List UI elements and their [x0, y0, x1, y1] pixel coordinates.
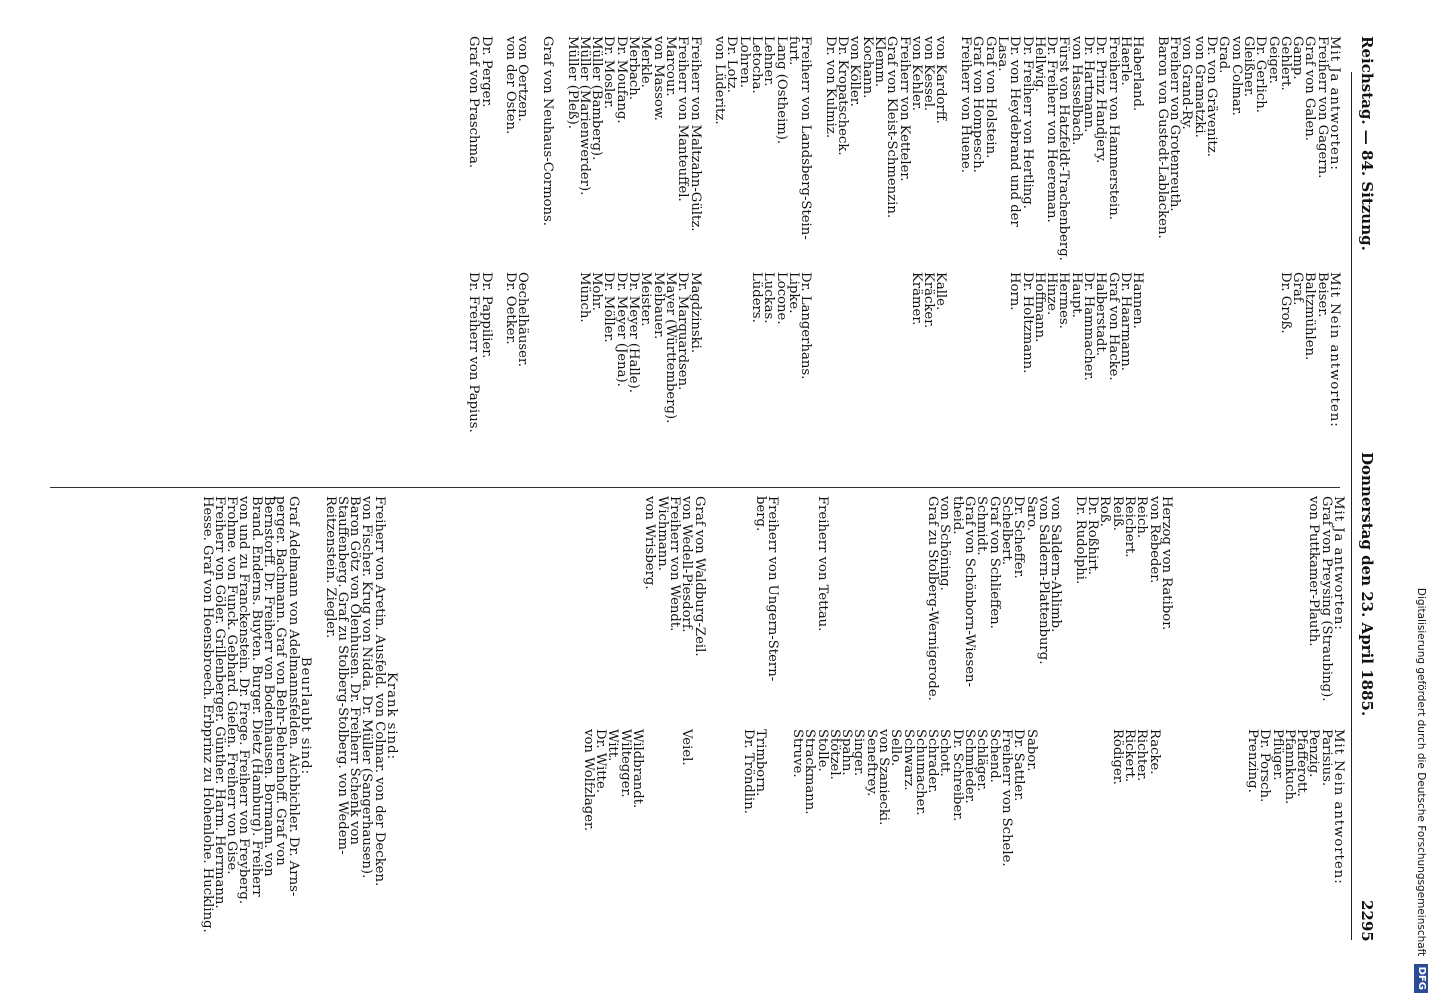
col1-heading: Mit Ja antworten:: [1327, 36, 1342, 171]
member-name: von Massow.: [650, 36, 666, 121]
absent-members: [200, 496, 397, 936]
member-name: [713, 272, 725, 433]
member-name: [1143, 36, 1155, 261]
member-name: von Lüderitz.: [712, 36, 728, 125]
member-name: Dr. Groß.: [1277, 272, 1293, 334]
member-name: [1283, 496, 1295, 701]
member-name: Graf von Galen.: [1302, 36, 1318, 141]
member-name: [1143, 272, 1155, 433]
member-name: Kochann.: [859, 36, 875, 99]
member-name: Dr. Prinz Handjery.: [1093, 36, 1109, 164]
member-name: [1073, 729, 1085, 885]
member-name: Merkle.: [638, 36, 654, 88]
member-name: theid.: [949, 496, 965, 535]
member-name: Dr. Holtzmann.: [1019, 272, 1035, 374]
member-name: [1172, 729, 1184, 885]
member-name: [541, 272, 553, 433]
member-name: von Colmar.: [1228, 36, 1244, 116]
member-name: [737, 272, 749, 433]
header-left: Reichstag. — 84. Sitzung.: [1358, 36, 1376, 251]
member-name: [803, 496, 815, 701]
col2-heading: Mit Nein antworten:: [1327, 272, 1342, 428]
member-name: Gamp.: [1290, 36, 1306, 80]
member-name: Wiltegger.: [617, 729, 633, 798]
member-name: Dr. Gerlich.: [1253, 36, 1269, 113]
member-name: Schläger.: [974, 729, 990, 792]
absent-line: Brand. Enderns. Buyten. Burger. Dietz (Hamburg). Freiherr: [248, 496, 264, 897]
member-name: [1061, 729, 1073, 885]
member-name: Wichmann.: [654, 496, 670, 571]
member-name: [1061, 496, 1073, 701]
member-name: Dr. Hartmann.: [1081, 36, 1097, 133]
column-nein-right: [569, 729, 1344, 885]
member-name: [947, 36, 959, 261]
member-name: [528, 36, 540, 261]
member-name: [1184, 729, 1196, 885]
member-name: [947, 272, 959, 433]
member-name: Dr. Meyer (Halle).: [626, 272, 642, 393]
member-name: Dr. Meyer (Jena).: [613, 272, 629, 387]
member-name: Dr. Kropatscheck.: [835, 36, 851, 156]
member-name: von Wolfzlager.: [580, 729, 596, 832]
member-name: [889, 496, 901, 701]
member-name: Graf von Praschma.: [466, 36, 482, 169]
member-name: Graf von Schlieffen.: [986, 496, 1002, 629]
member-name: Schmieder.: [962, 729, 978, 804]
member-name: Stolle.: [814, 729, 830, 772]
column-ja-left: [467, 36, 1340, 261]
member-name: Reichert.: [1121, 496, 1137, 558]
member-name: von Wedell-Piesdorf.: [679, 496, 695, 633]
member-name: Freiherr von Maltzahn-Gültz.: [687, 36, 703, 232]
member-name: [996, 272, 1008, 433]
member-name: Geiger.: [1265, 36, 1281, 84]
member-name: Dr. Marquardsen.: [675, 272, 691, 391]
member-name: von Saldern-Plattenburg.: [1035, 496, 1051, 665]
member-name: [631, 496, 643, 701]
member-name: [741, 496, 753, 701]
member-name: Veiel.: [679, 729, 695, 766]
member-name: Dr. Schreiber.: [949, 729, 965, 822]
member-name: Herzog von Ratibor.: [1158, 496, 1174, 631]
member-name: von Rebeder.: [1146, 496, 1162, 584]
member-name: Graf von Hacke.: [1105, 272, 1121, 381]
member-name: Dr. Möller.: [601, 272, 617, 343]
member-name: [1168, 272, 1180, 433]
member-name: Graf von Hompesch.: [970, 36, 986, 173]
member-name: [1086, 729, 1098, 885]
member-name: von Gramatzki.: [1191, 36, 1207, 138]
member-name: Dr. von Heydebrand und der: [1007, 36, 1023, 227]
member-name: [1254, 272, 1266, 433]
member-name: Schott.: [937, 729, 953, 777]
member-name: [729, 496, 741, 701]
member-name: [729, 729, 741, 885]
member-name: Parisius.: [1318, 729, 1334, 787]
member-name: Singer.: [851, 729, 867, 777]
member-name: Dr. Hammacher.: [1081, 272, 1097, 381]
member-name: Locone.: [773, 272, 789, 325]
member-name: [1242, 272, 1254, 433]
member-name: [1270, 496, 1282, 701]
member-name: [717, 729, 729, 885]
member-name: Gleißner.: [1240, 36, 1256, 97]
member-name: Luckas.: [761, 272, 777, 324]
member-name: Lohren.: [736, 36, 752, 88]
member-name: Strackmann.: [802, 729, 818, 815]
member-name: Müller (Marienwerder).: [576, 36, 592, 196]
member-name: Grad.: [1216, 36, 1232, 74]
member-name: Graf zu Stolberg-Wernigerode.: [925, 496, 941, 701]
member-name: Dr. Pappilier.: [478, 272, 494, 359]
member-name: Hannen.: [1130, 272, 1146, 329]
member-name: [791, 496, 803, 701]
member-name: Schwarz.: [900, 729, 916, 791]
member-name: Freiherr von Tettau.: [814, 496, 830, 632]
member-name: Graf.: [1290, 272, 1306, 306]
member-name: Lasa.: [994, 36, 1010, 72]
member-name: Dr. Freiherr von Papius.: [466, 272, 482, 433]
member-name: [1221, 496, 1233, 701]
absent-line: Bernstorff. Dr. Freiherr von Bodenhausen. Bormann. von: [261, 496, 277, 877]
member-name: [553, 272, 565, 433]
member-name: Wildbrandt.: [630, 729, 646, 809]
member-name: Gehlert.: [1277, 36, 1293, 91]
member-name: Seneftrey.: [863, 729, 879, 797]
member-name: von Saldern-Ahlimb.: [1048, 496, 1064, 633]
member-name: Struve.: [789, 729, 805, 778]
dfg-sidebar: [1412, 8, 1430, 993]
member-name: Prenzing.: [1244, 729, 1260, 793]
member-name: [692, 729, 704, 885]
member-name: Freiherr von Gagern.: [1314, 36, 1330, 179]
member-name: Freiherr von Landsberg-Stein-: [798, 36, 814, 240]
member-name: Racke.: [1146, 729, 1162, 775]
member-name: [983, 272, 995, 433]
member-name: Schumacher.: [912, 729, 928, 816]
member-name: [778, 496, 790, 701]
member-name: Freiherr von Wendt.: [666, 496, 682, 632]
member-name: Meister.: [638, 272, 654, 327]
member-name: [1217, 272, 1229, 433]
member-name: [1258, 496, 1270, 701]
member-name: [914, 496, 926, 701]
member-name: Müller (Pleß).: [564, 36, 580, 129]
member-name: Münch.: [576, 272, 592, 323]
member-name: [1266, 272, 1278, 433]
member-name: Schend.: [986, 729, 1002, 783]
member-name: Dr. Mosler.: [601, 36, 617, 110]
member-name: [864, 496, 876, 701]
member-name: [1233, 729, 1245, 885]
member-name: Mohr.: [589, 272, 605, 311]
member-name: [705, 729, 717, 885]
member-name: Sabor.: [1023, 729, 1039, 772]
member-name: berg.: [753, 496, 769, 532]
member-name: Graf von Holstein.: [982, 36, 998, 159]
col3-heading: Mit Ja antworten:: [1331, 496, 1346, 631]
member-name: von Grand-Ry.: [1179, 36, 1195, 130]
member-name: Klemm.: [872, 36, 888, 88]
member-name: [840, 496, 852, 701]
member-name: Freiherr von Manteuffel.: [675, 36, 691, 202]
member-name: Haberland.: [1130, 36, 1146, 112]
column-divider: [50, 487, 1340, 488]
member-name: Trimborn.: [753, 729, 769, 797]
member-name: Spahn.: [839, 729, 855, 776]
member-name: Dr. von Kulmiz.: [822, 36, 838, 139]
member-name: Dr. Perger.: [478, 36, 494, 108]
member-name: [824, 272, 836, 433]
member-name: Freiherr von Huene.: [958, 36, 974, 173]
member-name: [897, 272, 909, 433]
absent-line: Freiherr von Aretin. Ausfeld. von Colmar. von der Decken.: [371, 496, 387, 887]
absent-line: Baron Götz von Olenhusen. Dr. Freiherr Schenk von: [347, 496, 363, 845]
absent-line: perger. Bachmann. Graf von Behr-Behrenhoff. Graf von: [273, 496, 289, 866]
member-name: Baltzmühlen.: [1302, 272, 1318, 361]
member-name: Witt.: [605, 729, 621, 762]
member-name: Freiherr von Ketteler.: [896, 36, 912, 182]
member-name: Horn.: [1007, 272, 1023, 311]
member-name: [1192, 272, 1204, 433]
member-name: Rickert.: [1121, 729, 1137, 783]
member-name: Freiherr von Hammerstein.: [1105, 36, 1121, 220]
member-name: Hoffmann.: [1031, 272, 1047, 343]
member-name: Halberstadt.: [1093, 272, 1109, 356]
member-name: Beiser.: [1314, 272, 1330, 318]
member-name: [860, 272, 872, 433]
member-name: [877, 496, 889, 701]
dfg-logo: DFG: [1414, 964, 1428, 993]
member-name: Sello.: [888, 729, 904, 767]
member-name: Krämer.: [908, 272, 924, 326]
member-name: Fürst von Hatzfeldt-Trachenberg.: [1056, 36, 1072, 261]
member-name: [1205, 272, 1217, 433]
member-name: Schrader.: [925, 729, 941, 794]
member-name: [1180, 272, 1192, 433]
dfg-sidebar-text: Digitalisierung gefördert durch die Deutsche Forschungsgemeinschaft: [1415, 587, 1427, 957]
member-name: Müller (Bamberg).: [589, 36, 605, 161]
member-name: Reich.: [1134, 496, 1150, 539]
member-name: [1098, 729, 1110, 885]
member-name: [725, 272, 737, 433]
member-name: Baron von Gustedt-Lablacken.: [1154, 36, 1170, 239]
member-name: Graf von Kleist-Schmenzin.: [884, 36, 900, 219]
member-name: furt.: [785, 36, 801, 66]
column-nein-left: [467, 272, 1340, 433]
absent-line: Graf Adelmann von Adelmannsfelden. Aichbichler. Dr. Arns-: [285, 496, 301, 897]
member-name: Haupt.: [1068, 272, 1084, 318]
absent-line: von und zu Franckenstein. Dr. Frege. Freiherr von Freyberg.: [236, 496, 252, 905]
header-date: Donnerstag den 23. April 1885.: [1358, 452, 1376, 717]
member-name: Schmidt.: [974, 496, 990, 556]
member-name: [1156, 272, 1168, 433]
absent-line: Frohme. von Funck. Gebhard. Gielen. Freiherr von Gise.: [224, 496, 240, 875]
member-name: Dr. Oetker.: [503, 272, 519, 345]
member-name: [901, 496, 913, 701]
member-name: von Kehler.: [908, 36, 924, 111]
member-name: von Hasselbach.: [1068, 36, 1084, 146]
member-name: Penzig.: [1306, 729, 1322, 778]
member-name: von der Osten.: [503, 36, 519, 135]
member-name: [848, 272, 860, 433]
member-name: [1209, 496, 1221, 701]
member-name: [1196, 729, 1208, 885]
member-name: Dr. Tröndlin.: [740, 729, 756, 814]
member-name: Richter.: [1134, 729, 1150, 782]
member-name: [1221, 729, 1233, 885]
member-name: Lang (Ostheim).: [773, 36, 789, 145]
member-name: Stötzel.: [826, 729, 842, 780]
col4-heading: Mit Nein antworten:: [1331, 729, 1346, 885]
member-name: Magdzinski.: [687, 272, 703, 354]
member-name: Freiherr von Schele.: [998, 729, 1014, 867]
member-name: [885, 272, 897, 433]
member-name: [811, 272, 823, 433]
member-name: von Puttkamer-Plauth.: [1306, 496, 1322, 647]
sick-heading: Krank sind:: [384, 671, 399, 761]
absent-line: Stauffenberg. Graf zu Stolberg-Stolberg. von Wedem-: [334, 496, 350, 855]
member-name: Dr. Moufang.: [613, 36, 629, 124]
member-name: [811, 36, 823, 261]
member-name: Dr. Scheffer.: [1011, 496, 1027, 579]
member-name: Haerle.: [1117, 36, 1133, 86]
member-name: Lehner.: [761, 36, 777, 87]
member-name: [1233, 496, 1245, 701]
member-name: Dr. Sattler.: [1011, 729, 1027, 802]
member-name: von Kessel.: [921, 36, 937, 112]
member-name: Rödiger.: [1109, 729, 1125, 785]
member-name: Kräcker.: [921, 272, 937, 329]
member-name: Lipke.: [785, 272, 801, 314]
member-name: Graf von Waldburg-Zeil.: [691, 496, 707, 657]
member-name: [565, 272, 577, 433]
member-name: [1196, 496, 1208, 701]
member-name: von Kardorff.: [933, 36, 949, 124]
member-name: Graf von Neuhaus-Cormons.: [540, 36, 555, 226]
member-name: Dr. von Grävenitz.: [1204, 36, 1220, 157]
member-name: Pfafferott.: [1294, 729, 1310, 797]
member-name: Reiß.: [1109, 496, 1125, 531]
member-name: Saro.: [1023, 496, 1039, 532]
member-name: [569, 729, 581, 885]
member-name: Dr. Haarmann.: [1117, 272, 1133, 371]
member-name: [655, 729, 667, 885]
member-name: Graf von Schönborn-Wiesen-: [962, 496, 978, 687]
member-name: Schelbert.: [998, 496, 1014, 565]
member-name: Graf von Preysing (Straubing).: [1318, 496, 1334, 702]
absent-line: Reitzenstein. Ziegler.: [322, 496, 338, 639]
member-name: [1209, 729, 1221, 885]
member-name: Freiherr von Ungern-Stern-: [765, 496, 781, 682]
member-name: von Wrisberg.: [642, 496, 658, 590]
member-name: Hellwig.: [1031, 36, 1047, 92]
absent-line: Freiherr von Göler. Grillenberger. Günther. Harm. Herrmann.: [211, 496, 227, 909]
leave-heading: Beurlaubt sind:: [297, 656, 313, 776]
member-name: Letocha.: [749, 36, 765, 94]
member-name: von Schöning.: [937, 496, 953, 591]
member-name: Dr. Witte.: [593, 729, 609, 793]
member-name: [717, 496, 729, 701]
member-name: Dr. Langerhans.: [798, 272, 814, 380]
member-name: von Köller.: [847, 36, 863, 107]
member-name: Merbach.: [626, 36, 642, 100]
member-name: [1229, 272, 1241, 433]
member-name: [959, 272, 971, 433]
member-name: Pfannkuch.: [1281, 729, 1297, 805]
column-ja-right: [631, 496, 1344, 701]
member-name: [778, 729, 790, 885]
member-name: Mayer (Württemberg).: [662, 272, 678, 424]
member-name: [852, 496, 864, 701]
member-name: Freiherr von Grotenreuth.: [1167, 36, 1183, 212]
member-name: [1246, 496, 1258, 701]
member-name: [1184, 496, 1196, 701]
member-name: Dr. Freiherr von Hertling.: [1019, 36, 1035, 209]
member-name: Dr. Roßhirt.: [1085, 496, 1101, 575]
member-name: [528, 272, 540, 433]
member-name: Oechelhäuser.: [515, 272, 531, 367]
member-name: [668, 729, 680, 885]
member-name: Hermes.: [1056, 272, 1072, 329]
member-name: Dr. Rudolphi.: [1072, 496, 1088, 585]
absent-line: Hesse. Graf von Hoensbroech. Erbprinz zu Hohenlohe. Huckling.: [199, 496, 215, 933]
header-rule: [1351, 72, 1352, 940]
member-name: [836, 272, 848, 433]
member-name: [971, 272, 983, 433]
member-name: Dr. Lotz.: [724, 36, 740, 93]
member-name: Marcour.: [662, 36, 678, 97]
member-name: von Oertzen.: [515, 36, 531, 122]
member-name: Roß.: [1097, 496, 1113, 527]
member-name: [873, 272, 885, 433]
member-name: Dr. Freiherr von Heereman.: [1044, 36, 1060, 223]
member-name: Meibauer.: [650, 272, 666, 340]
member-name: Kalle.: [933, 272, 949, 311]
member-name: Pflüger.: [1269, 729, 1285, 781]
member-name: Dr. Porsch.: [1257, 729, 1273, 803]
absent-line: von Fischer. Krug von Nidda. Dr. Müller (Sangerhausen).: [359, 496, 375, 879]
member-name: [1295, 496, 1307, 701]
member-name: Hinze.: [1044, 272, 1060, 316]
page-number: 2295: [1358, 900, 1376, 942]
member-name: Lüders.: [749, 272, 765, 323]
member-name: von Szaniecki.: [876, 729, 892, 826]
member-name: [1049, 729, 1061, 885]
